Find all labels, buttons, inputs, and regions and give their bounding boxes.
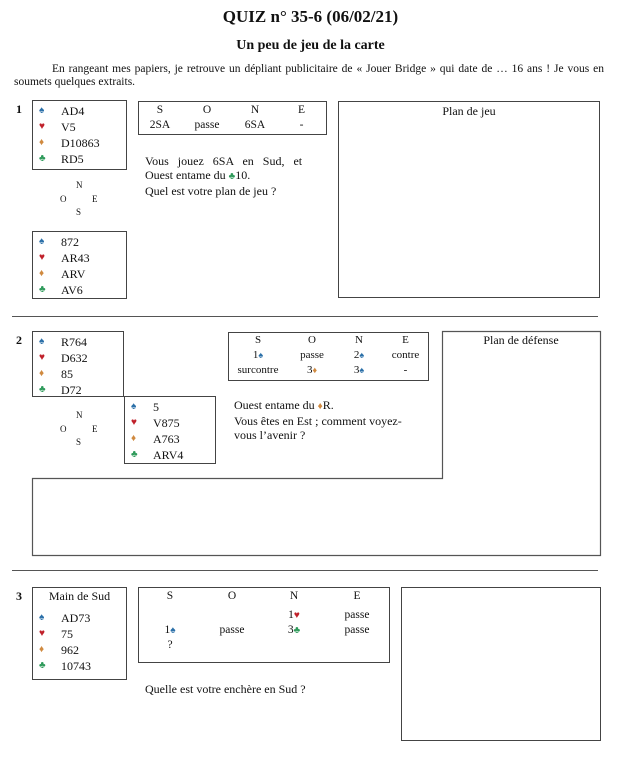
spade-icon: ♠ bbox=[39, 236, 45, 247]
bid-header-south: S bbox=[156, 104, 164, 116]
holding-heart: 75 bbox=[61, 627, 73, 641]
hand-row-club bbox=[131, 447, 215, 463]
bid-header-north: N bbox=[289, 590, 299, 602]
diamond-icon: ♦ bbox=[39, 644, 45, 655]
bid-level: 1 bbox=[288, 609, 294, 621]
bid-cell bbox=[381, 348, 430, 363]
bid-cell bbox=[287, 348, 337, 363]
spade-icon: ♠ bbox=[359, 350, 365, 360]
answer-box-enchere[interactable] bbox=[401, 587, 601, 741]
heart-icon: ♥ bbox=[39, 628, 45, 639]
club-icon: ♣ bbox=[39, 660, 46, 671]
question-3: Quelle est votre enchère en Sud ? bbox=[145, 682, 306, 696]
south-hand-3 bbox=[32, 587, 127, 680]
diamond-icon: ♦ bbox=[317, 401, 323, 412]
bid-cell bbox=[325, 638, 389, 653]
section-divider bbox=[12, 570, 598, 571]
north-hand-1 bbox=[32, 100, 127, 170]
hand-row-club bbox=[39, 658, 126, 674]
bid-cell bbox=[263, 608, 325, 623]
bid-cell bbox=[287, 363, 337, 378]
diamond-icon: ♦ bbox=[39, 268, 45, 279]
holding-diamond: D10863 bbox=[61, 136, 100, 150]
spade-icon: ♠ bbox=[131, 401, 137, 412]
question-text: 10. bbox=[235, 168, 251, 182]
bid-text: surcontre bbox=[237, 364, 279, 376]
bid-cell: 2SA bbox=[149, 119, 171, 131]
diamond-icon: ♦ bbox=[131, 433, 137, 444]
hand-row-spade bbox=[39, 234, 126, 250]
quiz-title: QUIZ n° 35-6 (06/02/21) bbox=[222, 7, 399, 26]
hand-row-heart bbox=[131, 415, 215, 431]
answer-box-plan-de-defense[interactable] bbox=[442, 331, 600, 555]
question-text: Ouest entame du bbox=[234, 398, 318, 412]
bidding-table-2 bbox=[228, 332, 429, 381]
question-2-line-3: vous l’avenir ? bbox=[234, 428, 306, 442]
bid-header-west: O bbox=[227, 590, 237, 602]
bid-text: contre bbox=[391, 349, 420, 361]
spade-icon: ♠ bbox=[359, 365, 365, 375]
spade-icon: ♠ bbox=[39, 105, 45, 116]
bid-cell: - bbox=[299, 119, 304, 131]
diamond-icon: ♦ bbox=[39, 137, 45, 148]
bid-header-south: S bbox=[166, 590, 174, 602]
hand-title: Main de Sud bbox=[48, 589, 111, 603]
bid-level: 3 bbox=[306, 364, 313, 376]
holding-spade: AD4 bbox=[61, 104, 85, 118]
question-1-line-1 bbox=[145, 154, 321, 168]
holding-club: D72 bbox=[61, 383, 82, 397]
bid-cell bbox=[263, 623, 325, 638]
bid-header-east: E bbox=[353, 590, 361, 602]
hand-row-club bbox=[39, 151, 126, 167]
hand-row-spade bbox=[39, 610, 126, 626]
hand-row-diamond bbox=[39, 642, 126, 658]
quiz-subtitle: Un peu de jeu de la carte bbox=[236, 38, 385, 53]
bid-cell bbox=[201, 638, 263, 653]
club-icon: ♣ bbox=[228, 171, 236, 182]
holding-spade: R764 bbox=[61, 335, 88, 349]
bid-header-north: N bbox=[355, 334, 363, 346]
bid-level: 3 bbox=[287, 624, 294, 636]
hand-row-club bbox=[39, 282, 126, 298]
hand-row-heart bbox=[39, 626, 126, 642]
diamond-icon: ♦ bbox=[312, 365, 318, 375]
heart-icon: ♥ bbox=[39, 352, 45, 363]
bid-cell: passe bbox=[194, 119, 220, 131]
bid-cell bbox=[229, 348, 287, 363]
hand-row-heart bbox=[39, 250, 126, 266]
holding-spade: 5 bbox=[153, 400, 159, 414]
holding-heart: V5 bbox=[61, 120, 76, 134]
hand-row-heart bbox=[39, 119, 126, 135]
heart-icon: ♥ bbox=[39, 121, 45, 132]
intro-paragraph: En rangeant mes papiers, je retrouve un dépliant publicitaire de « Jouer Bridge » qui date de … 16 ans ! Je vous en soumets quelques extraits. bbox=[14, 63, 604, 88]
bid-cell: 6SA bbox=[244, 119, 266, 131]
bidding-table-1 bbox=[138, 101, 327, 135]
bid-cell bbox=[229, 363, 287, 378]
holding-diamond: 85 bbox=[61, 367, 73, 381]
bid-cell bbox=[325, 623, 389, 638]
hand-row-spade bbox=[131, 399, 215, 415]
holding-heart: D632 bbox=[61, 351, 88, 365]
spade-icon: ♠ bbox=[39, 612, 45, 623]
bid-cell bbox=[325, 608, 389, 623]
hand-row-club bbox=[39, 382, 123, 398]
hand-row-spade bbox=[39, 334, 123, 350]
holding-diamond: ARV bbox=[61, 267, 86, 281]
holding-heart: V875 bbox=[153, 416, 180, 430]
heart-icon: ♥ bbox=[39, 252, 45, 263]
bid-text: passe bbox=[344, 609, 370, 621]
spade-icon: ♠ bbox=[170, 625, 176, 636]
question-2-line-1 bbox=[234, 398, 434, 414]
hand-row-spade bbox=[39, 103, 126, 119]
bid-cell bbox=[201, 623, 263, 638]
compass-south: S bbox=[76, 437, 82, 447]
bid-level: 2 bbox=[353, 349, 360, 361]
compass-north: N bbox=[76, 410, 83, 420]
club-icon: ♣ bbox=[39, 284, 46, 295]
south-hand-1 bbox=[32, 231, 127, 299]
compass-west: O bbox=[60, 194, 67, 204]
holding-spade: AD73 bbox=[61, 611, 91, 625]
hand-row-diamond bbox=[39, 366, 123, 382]
bid-cell bbox=[201, 608, 263, 623]
club-icon: ♣ bbox=[131, 449, 138, 460]
question-1-line-3: Quel est votre plan de jeu ? bbox=[145, 184, 277, 198]
hand-row-diamond bbox=[39, 135, 126, 151]
compass-west: O bbox=[60, 424, 67, 434]
hand-row-heart bbox=[39, 350, 123, 366]
compass-rose-1 bbox=[58, 180, 108, 222]
bid-header-east: E bbox=[402, 334, 409, 346]
quiz-number-3: 3 bbox=[16, 589, 22, 603]
question-text: Vous jouez 6SA en Sud, et bbox=[145, 154, 303, 168]
bid-cell bbox=[139, 638, 201, 653]
compass-rose-2 bbox=[58, 410, 108, 452]
bid-header-west: O bbox=[308, 334, 316, 346]
bid-text: passe bbox=[219, 624, 245, 636]
heart-icon: ♥ bbox=[131, 417, 137, 428]
spade-icon: ♠ bbox=[258, 350, 264, 360]
compass-east: E bbox=[92, 424, 98, 434]
question-text: R. bbox=[322, 398, 334, 412]
question-1 bbox=[145, 154, 321, 198]
question-1-line-2 bbox=[145, 168, 321, 184]
quiz-number-1: 1 bbox=[16, 102, 22, 116]
bid-header-south: S bbox=[254, 334, 262, 346]
bid-level: 1 bbox=[252, 349, 259, 361]
heart-icon: ♥ bbox=[293, 610, 300, 621]
holding-diamond: 962 bbox=[61, 643, 79, 657]
answer-box-plan-de-jeu[interactable] bbox=[338, 101, 600, 298]
bid-level: 3 bbox=[353, 364, 360, 376]
holding-spade: 872 bbox=[61, 235, 79, 249]
holding-club: ARV4 bbox=[153, 448, 184, 462]
club-icon: ♣ bbox=[39, 384, 46, 395]
answer-box-label: Plan de jeu bbox=[442, 104, 496, 118]
answer-box-plan-de-defense-lower[interactable] bbox=[33, 479, 442, 555]
holding-club: RD5 bbox=[61, 152, 84, 166]
bid-level: 1 bbox=[164, 624, 171, 636]
bid-header-north: N bbox=[250, 104, 260, 116]
answer-box-label: Plan de défense bbox=[483, 333, 559, 347]
north-hand-2 bbox=[32, 331, 124, 397]
holding-club: AV6 bbox=[61, 283, 83, 297]
bidding-table-3 bbox=[138, 587, 390, 663]
question-2 bbox=[234, 398, 434, 442]
holding-heart: AR43 bbox=[61, 251, 90, 265]
bid-cell bbox=[337, 348, 381, 363]
bid-text: ? bbox=[167, 639, 173, 651]
compass-south: S bbox=[76, 207, 82, 217]
holding-diamond: A763 bbox=[153, 432, 180, 446]
bid-cell bbox=[337, 363, 381, 378]
compass-north: N bbox=[76, 180, 83, 190]
bid-cell bbox=[139, 623, 201, 638]
question-2-line-2: Vous êtes en Est ; comment voyez- bbox=[234, 414, 402, 428]
compass-east: E bbox=[92, 194, 98, 204]
bid-text: passe bbox=[300, 349, 324, 361]
bid-header-east: E bbox=[297, 104, 306, 116]
bid-cell bbox=[263, 638, 325, 653]
spade-icon: ♠ bbox=[39, 336, 45, 347]
bid-header-west: O bbox=[202, 104, 212, 116]
hand-row-diamond bbox=[131, 431, 215, 447]
bid-cell bbox=[139, 608, 201, 623]
east-hand-2 bbox=[124, 396, 216, 464]
bid-text: passe bbox=[344, 624, 370, 636]
club-icon: ♣ bbox=[293, 625, 301, 636]
question-text: Ouest entame du bbox=[145, 168, 229, 182]
quiz-number-2: 2 bbox=[16, 333, 22, 347]
diamond-icon: ♦ bbox=[39, 368, 45, 379]
bid-cell bbox=[381, 363, 430, 378]
section-divider bbox=[12, 316, 598, 317]
hand-row-diamond bbox=[39, 266, 126, 282]
club-icon: ♣ bbox=[39, 153, 46, 164]
holding-club: 10743 bbox=[61, 659, 91, 673]
bid-text: - bbox=[403, 364, 408, 376]
